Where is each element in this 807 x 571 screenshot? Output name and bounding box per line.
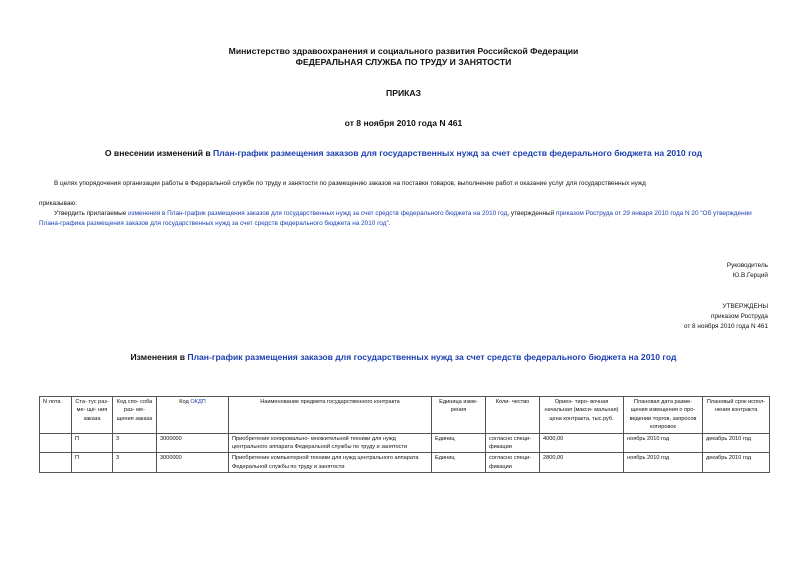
- cell-lot: [40, 433, 72, 453]
- col-subject: Наименование предмета государственного контракта: [229, 397, 432, 434]
- cell-term: декабрь 2010 год: [703, 453, 770, 473]
- cell-unit: Единиц: [432, 453, 486, 473]
- cell-unit: Единиц: [432, 433, 486, 453]
- order-20-link[interactable]: приказом Роструда от 29 января 2010 года N 20 "Об утверждении Плана-графика размещения заказов для государственных нужд за счет средств федерального бюджета на 2010 год": [39, 210, 752, 227]
- doc-date-number: от 8 ноября 2010 года N 461: [344, 118, 463, 128]
- order-text-b: , утвержденный: [507, 210, 555, 217]
- col-qty: Коли- чество: [486, 397, 540, 434]
- order-paragraph: [39, 209, 769, 229]
- cell-method: 3: [113, 453, 157, 473]
- okdp-link[interactable]: ОКДП: [190, 399, 206, 405]
- changes-title-prefix: Изменения в: [130, 352, 185, 362]
- col-okdp: [157, 397, 229, 434]
- col-status: Ста- тус раз- ме- ще- ния заказа: [72, 397, 113, 434]
- cell-status: П: [72, 433, 113, 453]
- cell-price: 4000,00: [540, 433, 624, 453]
- approved-line-2: приказом Роструда: [711, 313, 768, 320]
- ministry-name: Министерство здравоохранения и социального развития Российской Федерации: [228, 46, 579, 56]
- cell-notice: ноябрь 2010 год: [624, 453, 703, 473]
- changes-plan-link[interactable]: План-график размещения заказов для государственных нужд за счет средств федерального бюджета на 2010 год: [187, 352, 677, 362]
- col-price: Ориен- тиро- вочная начальная (макси- мальная) цена контракта, тыс.руб.: [540, 397, 624, 434]
- cell-lot: [40, 453, 72, 473]
- cell-okdp: 3000000: [157, 453, 229, 473]
- signature-block: [727, 261, 768, 281]
- col-okdp-prefix: Код: [179, 399, 189, 405]
- doc-title-prefix: О внесении изменений в: [104, 148, 211, 158]
- changes-table: [39, 396, 770, 473]
- col-term: Плановый срок испол- нения контракта: [703, 397, 770, 434]
- service-name: ФЕДЕРАЛЬНАЯ СЛУЖБА ПО ТРУДУ И ЗАНЯТОСТИ: [295, 57, 512, 67]
- signature-name: Ю.В.Герций: [732, 272, 768, 279]
- cell-price: 2800,00: [540, 453, 624, 473]
- cell-status: П: [72, 453, 113, 473]
- order-word: приказываю:: [39, 200, 77, 207]
- col-notice: Плановая дата разме- щения извещения о про- ведении торгов, запросов котировок: [624, 397, 703, 434]
- approved-block: [684, 302, 768, 332]
- cell-subject: Приобретение компьютерной техники для нужд центрального аппарата Федеральной службы по труду и занятости: [229, 453, 432, 473]
- signature-role: Руководитель: [726, 262, 768, 269]
- col-lot: N лота: [40, 397, 72, 434]
- col-unit: Единица изме- рения: [432, 397, 486, 434]
- cell-method: 3: [113, 433, 157, 453]
- table-header-row: [40, 397, 770, 434]
- doc-type: ПРИКАЗ: [386, 88, 421, 98]
- changes-link[interactable]: изменения в План-график размещения заказов для государственных нужд за счет средств федерального бюджета на 2010 год: [128, 210, 508, 217]
- table-row: [40, 433, 770, 453]
- col-method: Код спо- соба раз- ме- щения заказа: [113, 397, 157, 434]
- cell-subject: Приобретение копировально- множительной техники для нужд центрального аппарата Федеральной службы по труду и занятости: [229, 433, 432, 453]
- cell-term: декабрь 2010 год: [703, 433, 770, 453]
- order-text-a: Утвердить прилагаемые: [54, 210, 127, 217]
- order-text-c: .: [388, 220, 391, 227]
- cell-okdp: 3000000: [157, 433, 229, 453]
- cell-qty: согласно специ- фикации: [486, 433, 540, 453]
- doc-title: [0, 148, 807, 159]
- approved-line-1: УТВЕРЖДЕНЫ: [722, 303, 768, 310]
- table-row: [40, 453, 770, 473]
- approved-line-3: от 8 ноября 2010 года N 461: [683, 323, 768, 330]
- changes-title: [0, 352, 807, 363]
- cell-notice: ноябрь 2010 год: [624, 433, 703, 453]
- plan-link[interactable]: План-график размещения заказов для государственных нужд за счет средств федерального бюджета на 2010 год: [213, 148, 703, 158]
- cell-qty: согласно специ- фикации: [486, 453, 540, 473]
- intro-paragraph: В целях упорядочения организации работы в Федеральной службе по труду и занятости по размещению заказов на поставки товаров, выполнение работ и оказание услуг для государственных нужд: [54, 180, 646, 187]
